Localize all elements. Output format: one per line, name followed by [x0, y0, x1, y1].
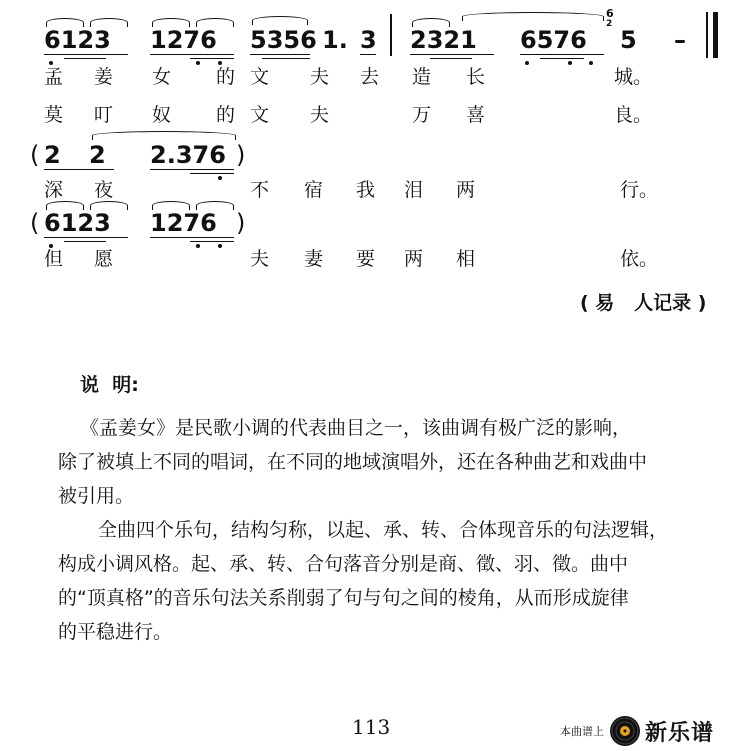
underline: [190, 173, 234, 174]
lyric-char: 不: [250, 179, 270, 201]
lyric-char: 要: [356, 248, 376, 270]
underline: [360, 54, 376, 55]
lyric-char: 依。: [620, 248, 659, 270]
low-octave-dot: [218, 244, 222, 248]
paren-open: (: [30, 141, 40, 169]
lyric-char: 去: [360, 66, 380, 88]
final-bar-thick: [713, 12, 718, 58]
slur: [252, 16, 308, 25]
underline: [520, 54, 604, 55]
slur: [46, 201, 84, 210]
lyric-char: 女: [152, 66, 172, 88]
slur: [196, 201, 234, 210]
underline: [430, 58, 472, 59]
slur: [196, 18, 234, 27]
paren-close: ): [236, 209, 246, 237]
note-group: 6123: [44, 26, 111, 54]
underline: [540, 58, 584, 59]
underline: [64, 241, 106, 242]
watermark-prefix: 本曲谱上: [560, 725, 604, 738]
note-group: 6576: [520, 26, 587, 54]
note-group: 3: [360, 26, 377, 54]
lyric-char: 文: [250, 66, 270, 88]
paren-open: (: [30, 209, 40, 237]
lyric-char: 我: [356, 179, 376, 201]
lyric-char: 两: [456, 179, 476, 201]
page-number: 113: [352, 715, 391, 739]
paragraph-line: 除了被填上不同的唱词，在不同的地域演唱外，还在各种曲艺和戏曲中: [58, 451, 648, 473]
lyric-char: 夫: [250, 248, 270, 270]
lyric-char: 城。: [614, 66, 653, 88]
paragraph-line: 《孟姜女》是民歌小调的代表曲目之一，该曲调有极广泛的影响，: [80, 417, 632, 439]
lyric-char: 宿: [304, 179, 324, 201]
explanation-heading: 说 明:: [80, 374, 139, 396]
underline: [190, 58, 234, 59]
lyric-char: 夫: [310, 66, 330, 88]
paragraph-line: 的平稳进行。: [58, 621, 173, 643]
low-octave-dot: [49, 61, 53, 65]
lyric-char: 孟: [44, 66, 64, 88]
note-group: 5: [620, 26, 637, 54]
lyric-char: 长: [466, 66, 486, 88]
lyric-char: 深: [44, 179, 64, 201]
lyric-char: 造: [412, 66, 432, 88]
note-group: 1276: [150, 26, 217, 54]
lyric-char: 文: [250, 104, 270, 126]
explanation-paragraph-1: [58, 411, 720, 513]
note-group: 2 2: [44, 141, 116, 169]
slur: [462, 12, 604, 21]
lyric-char: 两: [404, 248, 424, 270]
underline: [262, 58, 310, 59]
slur: [152, 18, 190, 27]
lyric-char: 姜: [94, 66, 114, 88]
sustain-dash: –: [674, 26, 686, 54]
lyric-char: 的: [216, 66, 236, 88]
note-group: 2.376: [150, 141, 226, 169]
watermark-brand: 新乐谱: [645, 720, 715, 746]
low-octave-dot: [218, 176, 222, 180]
grace-note: 2: [606, 19, 613, 29]
lyric-char: 妻: [304, 248, 324, 270]
paragraph-line: 的“顶真格”的音乐句法关系削弱了句与句之间的棱角，从而形成旋律: [58, 587, 629, 609]
underline: [44, 54, 128, 55]
low-octave-dot: [196, 244, 200, 248]
note-group: 2321: [410, 26, 477, 54]
low-octave-dot: [196, 61, 200, 65]
vinyl-record-icon: [610, 716, 640, 746]
note-group: 5356: [250, 26, 317, 54]
lyric-char: 行。: [620, 179, 659, 201]
note-group: 1276: [150, 209, 217, 237]
explanation-paragraph-2: [58, 513, 720, 649]
final-bar-thin: [706, 12, 708, 58]
paragraph-line: 被引用。: [58, 485, 135, 507]
slur: [92, 131, 236, 140]
watermark: [560, 714, 714, 748]
lyric-char: 良。: [614, 104, 653, 126]
paragraph-line: 全曲四个乐句，结构匀称，以起、承、转、合体现音乐的句法逻辑，: [98, 519, 669, 541]
lyric-char: 万: [412, 104, 432, 126]
low-octave-dot: [568, 61, 572, 65]
lyric-char: 泪: [404, 179, 424, 201]
low-octave-dot: [218, 61, 222, 65]
underline: [150, 169, 234, 170]
lyric-char: 莫: [44, 104, 64, 126]
slur: [46, 18, 84, 27]
lyric-char: 奴: [152, 104, 172, 126]
lyric-char: 愿: [94, 248, 114, 270]
note-group: 6123: [44, 209, 111, 237]
underline: [150, 54, 234, 55]
low-octave-dot: [589, 61, 593, 65]
underline: [44, 237, 128, 238]
underline: [150, 237, 234, 238]
slur: [152, 201, 190, 210]
lyric-char: 但: [44, 248, 64, 270]
underline: [44, 169, 114, 170]
underline: [410, 54, 494, 55]
lyric-char: 叮: [94, 104, 114, 126]
slur: [90, 18, 128, 27]
underline: [250, 54, 310, 55]
paren-close: ): [236, 141, 246, 169]
lyric-char: 的: [216, 104, 236, 126]
note-group: 1.: [322, 26, 348, 54]
lyric-char: 夫: [310, 104, 330, 126]
slur: [412, 18, 450, 27]
lyric-char: 相: [456, 248, 476, 270]
underline: [190, 241, 234, 242]
lyric-char: 夜: [94, 179, 114, 201]
grace-note: 6: [606, 7, 614, 20]
transcriber-credit: ( 易 人记录 ): [580, 292, 707, 314]
slur: [90, 201, 128, 210]
lyric-char: 喜: [466, 104, 486, 126]
underline: [64, 58, 106, 59]
paragraph-line: 构成小调风格。起、承、转、合句落音分别是商、徵、羽、徵。曲中: [58, 553, 629, 575]
low-octave-dot: [525, 61, 529, 65]
bar-line: [390, 14, 392, 56]
